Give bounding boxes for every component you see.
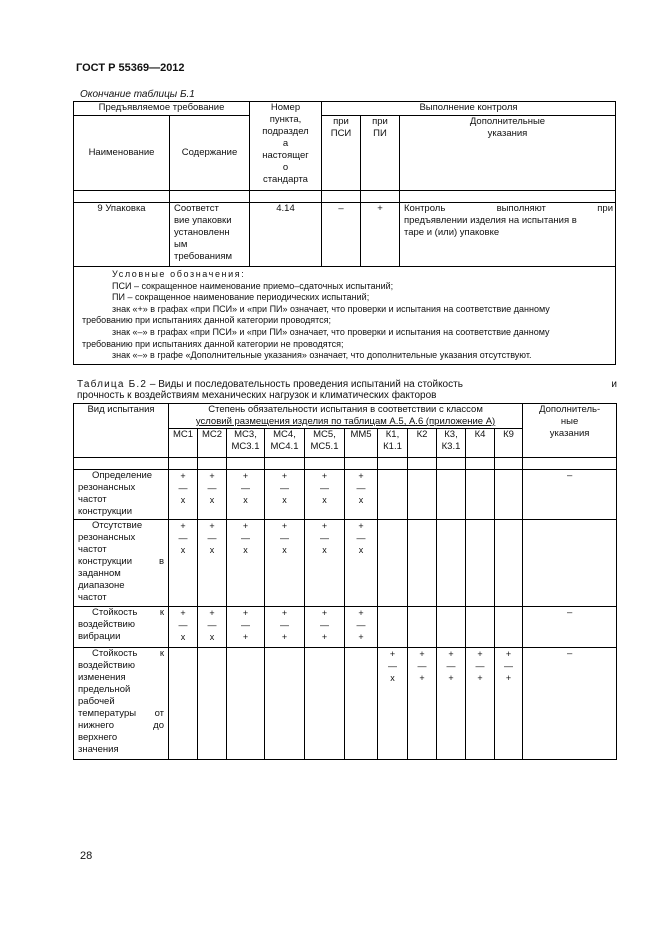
requirement-cell: + — х	[198, 470, 227, 520]
requirement-header: Предъявляемое требование	[74, 102, 250, 116]
table-b1	[73, 101, 616, 365]
extra-note	[523, 520, 617, 607]
execution-header: Выполнение контроля	[322, 102, 616, 116]
requirement-cell: + — +	[466, 648, 495, 760]
class-header: МС3, МС3.1	[227, 429, 265, 458]
requirement-cell	[495, 607, 523, 648]
requirement-cell: + — х	[198, 520, 227, 607]
test-kind: Отсутствие резонансных частот конструкции в заданном диапазоне частот	[74, 520, 169, 607]
requirement-cell	[305, 648, 345, 760]
class-header: ММ5	[345, 429, 378, 458]
requirement-cell: + — +	[495, 648, 523, 760]
table-row	[74, 470, 617, 520]
requirement-cell	[408, 520, 437, 607]
requirement-cell: + — х	[305, 520, 345, 607]
table-row	[74, 520, 617, 607]
requirement-cell: + — х	[378, 648, 408, 760]
requirement-cell: + — х	[169, 470, 198, 520]
requirement-cell	[408, 470, 437, 520]
requirement-cell: + — +	[408, 648, 437, 760]
requirement-cell	[378, 470, 408, 520]
content-header: Содержание	[170, 116, 250, 191]
requirement-cell	[169, 648, 198, 760]
pi-header: при ПИ	[361, 116, 400, 191]
requirement-cell	[466, 607, 495, 648]
class-header: К3, К3.1	[437, 429, 466, 458]
requirement-cell: + — +	[265, 607, 305, 648]
requirement-cell	[437, 607, 466, 648]
table1-caption: Окончание таблицы Б.1	[80, 89, 195, 100]
requirement-cell: + — х	[227, 470, 265, 520]
test-kind: Определение резонансных частот конструкции	[74, 470, 169, 520]
row-name: 9 Упаковка	[74, 203, 170, 267]
standard-header: ГОСТ Р 55369—2012	[76, 62, 185, 74]
requirement-cell: + — х	[265, 520, 305, 607]
row-extra: Контроль выполняют при предъявлении изделия на испытания в таре и (или) упаковке	[400, 203, 616, 267]
name-header: Наименование	[74, 116, 170, 191]
table2-caption: Таблица Б.2 – Виды и последовательность проведения испытаний на стойкость и прочность к воздействиям механических нагрузок и климатических факторов	[77, 379, 617, 401]
row-pi: +	[361, 203, 400, 267]
requirement-cell: + — х	[169, 607, 198, 648]
requirement-cell: + — +	[345, 607, 378, 648]
table-notes: Условные обозначения: ПСИ – сокращенное наименование приемо–сдаточных испытаний; ПИ – сокращенное наименование периодических испытаний; знак «+» в графах «при ПСИ» и «при ПИ» означает, что проверки и испытания на соответствие данному требованию при испытаниях данной категории проводятся; знак «–» в графах «при ПСИ» и «при ПИ» означает, что проверки и испытания на соответствие данному требованию при испытаниях данной категории не проводятся; знак «–» в графе «Дополнительные указания» означает, что дополнительные указания отсутствуют.	[74, 267, 616, 365]
requirement-cell: + — х	[227, 520, 265, 607]
requirement-cell	[437, 470, 466, 520]
requirement-cell: + — +	[227, 607, 265, 648]
class-header: К4	[466, 429, 495, 458]
requirement-cell	[345, 648, 378, 760]
requirement-cell	[408, 607, 437, 648]
page-number: 28	[80, 850, 93, 862]
class-header: К9	[495, 429, 523, 458]
requirement-cell: + — х	[265, 470, 305, 520]
table-b2	[73, 403, 617, 760]
requirement-cell: + — +	[437, 648, 466, 760]
table-row	[74, 203, 616, 267]
class-header: К2	[408, 429, 437, 458]
requirement-cell	[495, 470, 523, 520]
requirement-cell	[198, 648, 227, 760]
row-content: Соответст вие упаковки установленн ым требованиям	[170, 203, 250, 267]
row-number: 4.14	[250, 203, 322, 267]
table-row	[74, 648, 617, 760]
extra-header: Дополнительные указания	[400, 116, 616, 191]
requirement-cell	[227, 648, 265, 760]
psi-header: при ПСИ	[322, 116, 361, 191]
requirement-cell	[466, 520, 495, 607]
class-header: МС2	[198, 429, 227, 458]
requirement-cell: + — х	[198, 607, 227, 648]
requirement-cell: + — х	[345, 520, 378, 607]
test-kind: Стойкость к воздействию изменения предельной рабочей температуры от нижнего до верхнего значения	[74, 648, 169, 760]
requirement-cell: + — х	[345, 470, 378, 520]
table-row	[74, 607, 617, 648]
extra-note: –	[523, 607, 617, 648]
kind-header: Вид испытания	[74, 404, 169, 458]
requirement-cell	[265, 648, 305, 760]
requirement-cell	[495, 520, 523, 607]
degree-header: Степень обязательности испытания в соответствии с классом условий размещения изделия по таблицам А.5, А.6 (приложение А)	[169, 404, 523, 429]
class-header: МС1	[169, 429, 198, 458]
requirement-cell	[466, 470, 495, 520]
row-psi: –	[322, 203, 361, 267]
extra2-header: Дополнитель- ные указания	[523, 404, 617, 458]
requirement-cell: + — х	[305, 470, 345, 520]
extra-note: –	[523, 470, 617, 520]
class-header: К1, К1.1	[378, 429, 408, 458]
class-header: МС4, МС4.1	[265, 429, 305, 458]
extra-note: –	[523, 648, 617, 760]
number-header: Номер пункта, подраздел а настоящег о стандарта	[250, 102, 322, 191]
requirement-cell	[437, 520, 466, 607]
requirement-cell	[378, 607, 408, 648]
class-header: МС5, МС5.1	[305, 429, 345, 458]
requirement-cell: + — +	[305, 607, 345, 648]
test-kind: Стойкость к воздействию вибрации	[74, 607, 169, 648]
requirement-cell: + — х	[169, 520, 198, 607]
requirement-cell	[378, 520, 408, 607]
